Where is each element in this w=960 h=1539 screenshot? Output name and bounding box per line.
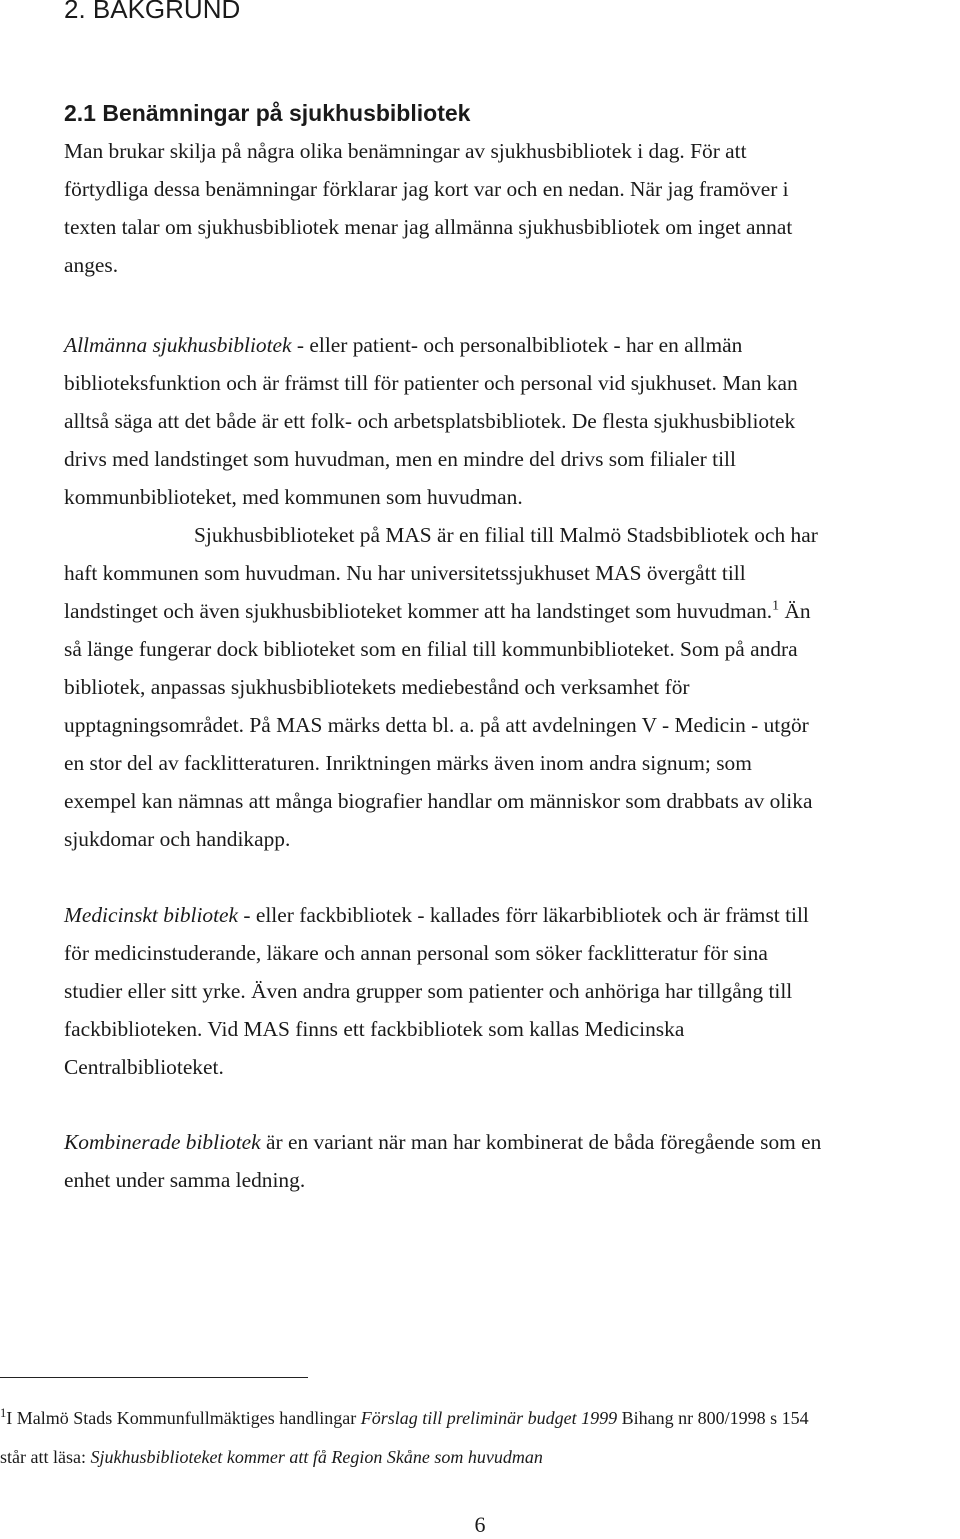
medicinskt-paragraph	[64, 896, 960, 1086]
medicinskt-line-3: studier eller sitt yrke. Även andra grupper som patienter och anhöriga har tillgång till	[64, 979, 793, 1003]
allmanna-line-6: Sjukhusbiblioteket på MAS är en filial till Malmö Stadsbibliotek och har	[194, 523, 818, 547]
footnote-quote: Sjukhusbiblioteket kommer att få Region Skåne som huvudman	[90, 1447, 543, 1467]
allmanna-line-8-text: landstinget och även sjukhusbiblioteket kommer att ha landstinget som huvudman.	[64, 599, 773, 623]
allmanna-line-8-tail: Än	[779, 599, 811, 623]
medicinskt-line-1-text: - eller fackbibliotek - kallades förr läkarbibliotek och är främst till	[238, 903, 809, 927]
allmanna-line-11: upptagningsområdet. På MAS märks detta bl. a. på att avdelningen V - Medicin - utgör	[64, 713, 809, 737]
intro-line-4: anges.	[64, 253, 119, 277]
allmanna-line-3: alltså säga att det både är ett folk- och arbetsplatsbibliotek. De flesta sjukhusbibliotek	[64, 409, 796, 433]
term-medicinskt: Medicinskt bibliotek	[64, 903, 239, 927]
allmanna-paragraph	[64, 326, 960, 858]
intro-line-2: förtydliga dessa benämningar förklarar jag kort var och en nedan. När jag framöver i	[64, 177, 789, 201]
footnote-text-d: står att läsa:	[0, 1447, 91, 1467]
footnote-title: Förslag till preliminär budget 1999	[360, 1408, 618, 1428]
allmanna-line-2: biblioteksfunktion och är främst till för patienter och personal vid sjukhuset. Man kan	[64, 371, 798, 395]
allmanna-line-10: bibliotek, anpassas sjukhusbibliotekets mediebestånd och verksamhet för	[64, 675, 690, 699]
footnote-line-1	[0, 1400, 960, 1436]
intro-paragraph	[64, 132, 960, 284]
footnote-text-a: I Malmö Stads Kommunfullmäktiges handlingar	[6, 1408, 361, 1428]
footnote-marker: 1	[0, 1406, 7, 1421]
footnote-line-2	[0, 1439, 960, 1475]
allmanna-line-1	[64, 326, 960, 364]
term-allmanna: Allmänna sjukhusbibliotek	[64, 333, 292, 357]
footnote-text-c: Bihang nr 800/1998 s 154	[617, 1408, 809, 1428]
footnote-separator	[0, 1377, 308, 1378]
medicinskt-line-4: fackbiblioteken. Vid MAS finns ett fackbibliotek som kallas Medicinska	[64, 1017, 685, 1041]
allmanna-line-1-text: - eller patient- och personalbibliotek - har en allmän	[291, 333, 743, 357]
subsection-heading: 2.1 Benämningar på sjukhusbibliotek	[64, 100, 471, 126]
footnote-ref[interactable]: 1	[772, 598, 780, 614]
allmanna-line-13: exempel kan nämnas att många biografier handlar om människor som drabbats av olika	[64, 789, 813, 813]
allmanna-line-5: kommunbiblioteket, med kommunen som huvudman.	[64, 485, 523, 509]
page-number: 6	[474, 1512, 486, 1537]
allmanna-line-12: en stor del av facklitteraturen. Inriktningen märks även inom andra signum; som	[64, 751, 752, 775]
medicinskt-line-2: för medicinstuderande, läkare och annan personal som söker facklitteratur för sina	[64, 941, 768, 965]
allmanna-line-9: så länge fungerar dock biblioteket som en filial till kommunbiblioteket. Som på andra	[64, 637, 798, 661]
allmanna-line-4: drivs med landstinget som huvudman, men en mindre del drivs som filialer till	[64, 447, 736, 471]
kombinerade-paragraph	[64, 1123, 960, 1199]
intro-line-1: Man brukar skilja på några olika benämningar av sjukhusbibliotek i dag. För att	[64, 139, 747, 163]
kombinerade-line-1	[64, 1123, 960, 1161]
allmanna-line-14: sjukdomar och handikapp.	[64, 827, 291, 851]
medicinskt-line-5: Centralbiblioteket.	[64, 1055, 224, 1079]
intro-line-3: texten talar om sjukhusbibliotek menar jag allmänna sjukhusbibliotek om inget annat	[64, 215, 793, 239]
allmanna-line-7: haft kommunen som huvudman. Nu har universitetssjukhuset MAS övergått till	[64, 561, 746, 585]
term-kombinerade: Kombinerade bibliotek	[64, 1130, 261, 1154]
kombinerade-line-1-text: är en variant när man har kombinerat de båda föregående som en	[260, 1130, 822, 1154]
allmanna-line-8	[64, 592, 960, 630]
section-heading: 2. BAKGRUND	[64, 0, 241, 24]
kombinerade-line-2: enhet under samma ledning.	[64, 1168, 306, 1192]
medicinskt-line-1	[64, 896, 960, 934]
